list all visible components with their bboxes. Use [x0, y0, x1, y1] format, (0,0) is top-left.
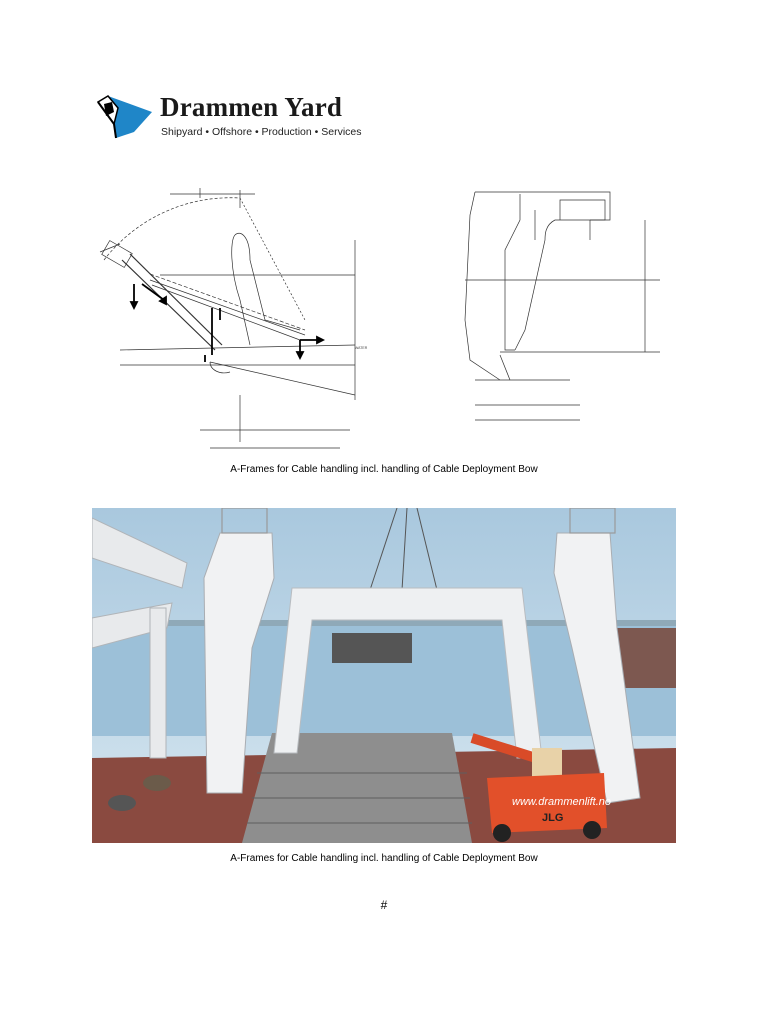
svg-text:WATER: WATER [355, 346, 368, 350]
logo-name: Drammen Yard [160, 92, 343, 122]
a-frame-technical-drawing [90, 180, 680, 460]
page-number: # [380, 898, 388, 912]
lift-brand-text: JLG [542, 812, 564, 824]
company-logo [94, 90, 362, 150]
logo-tagline: Shipyard • Offshore • Production • Services [161, 126, 362, 138]
drawing-caption: A-Frames for Cable handling incl. handling of Cable Deployment Bow [230, 464, 538, 475]
photo-caption: A-Frames for Cable handling incl. handling of Cable Deployment Bow [230, 853, 538, 864]
flag-emblem-icon [94, 94, 154, 139]
lift-website-text: www.drammenlift.no [512, 796, 612, 808]
vessel-deck-photo [92, 508, 676, 843]
